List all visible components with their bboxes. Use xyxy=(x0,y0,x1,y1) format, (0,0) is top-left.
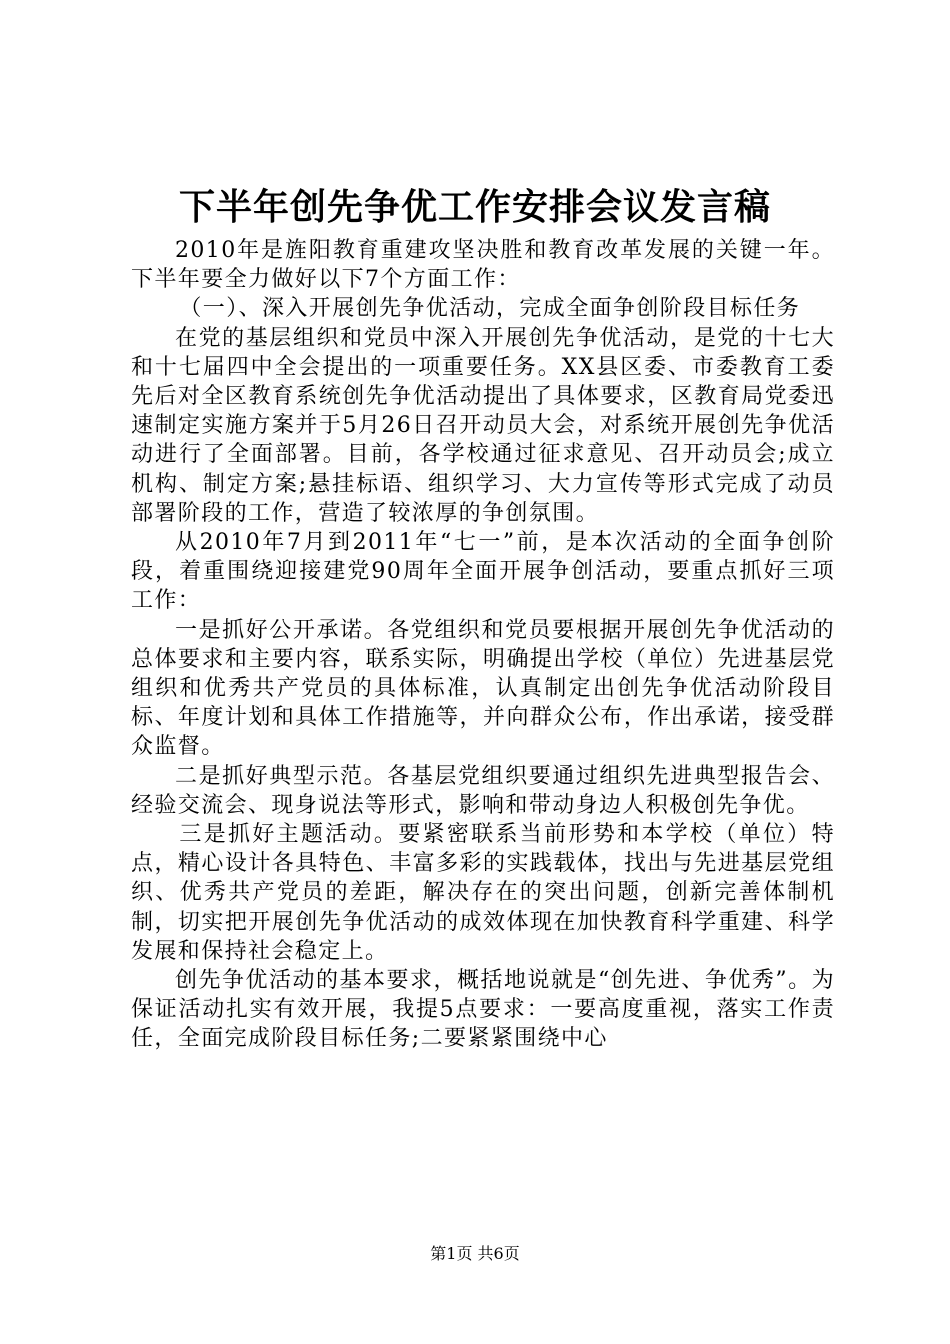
paragraph-background: 在党的基层组织和党员中深入开展创先争优活动，是党的十七大和十七届四中全会提出的一项重要任务。XX县区委、市委教育工委先后对全区教育系统创先争优活动提出了具体要求，区教育局党委迅速制定实施方案并于5月26日召开动员大会，对系统开展创先争优活动进行了全面部署。目前，各学校通过征求意见、召开动员会;成立机构、制定方案;悬挂标语、组织学习、大力宣传等形式完成了动员部署阶段的工作，营造了较浓厚的争创氛围。 xyxy=(131,325,835,526)
paragraph-stage: 从2010年7月到2011年“七一”前，是本次活动的全面争创阶段，着重围绕迎接建党90周年全面开展争创活动，要重点抓好三项工作： xyxy=(131,530,835,614)
paragraph-item-1: 一是抓好公开承诺。各党组织和党员要根据开展创先争优活动的总体要求和主要内容，联系实际，明确提出学校（单位）先进基层党组织和优秀共产党员的具体标准，认真制定出创先争优活动阶段目标、年度计划和具体工作措施等，并向群众公布，作出承诺，接受群众监督。 xyxy=(131,617,835,760)
paragraph-item-3: 三是抓好主题活动。要紧密联系当前形势和本学校（单位）特点，精心设计各具特色、丰富多彩的实践载体，找出与先进基层党组织、优秀共产党员的差距，解决存在的突出问题，创新完善体制机制，切实把开展创先争优活动的成效体现在加快教育科学重建、科学发展和保持社会稳定上。 xyxy=(131,822,835,964)
page-number-footer: 第1页 共6页 xyxy=(430,1244,520,1263)
paragraph-intro: 2010年是旌阳教育重建攻坚决胜和教育改革发展的关键一年。下半年要全力做好以下7个方面工作： xyxy=(131,238,835,293)
document-title: 下半年创先争优工作安排会议发言稿 xyxy=(178,187,771,228)
section-heading-1: （一）、深入开展创先争优活动，完成全面争创阶段目标任务 xyxy=(179,296,801,322)
document-body xyxy=(131,236,835,1054)
paragraph-item-2: 二是抓好典型示范。各基层党组织要通过组织先进典型报告会、经验交流会、现身说法等形式，影响和带动身边人积极创先争优。 xyxy=(131,763,835,818)
paragraph-requirements: 创先争优活动的基本要求，概括地说就是“创先进、争优秀”。为保证活动扎实有效开展，我提5点要求：一要高度重视，落实工作责任，全面完成阶段目标任务;二要紧紧围绕中心 xyxy=(131,968,835,1052)
